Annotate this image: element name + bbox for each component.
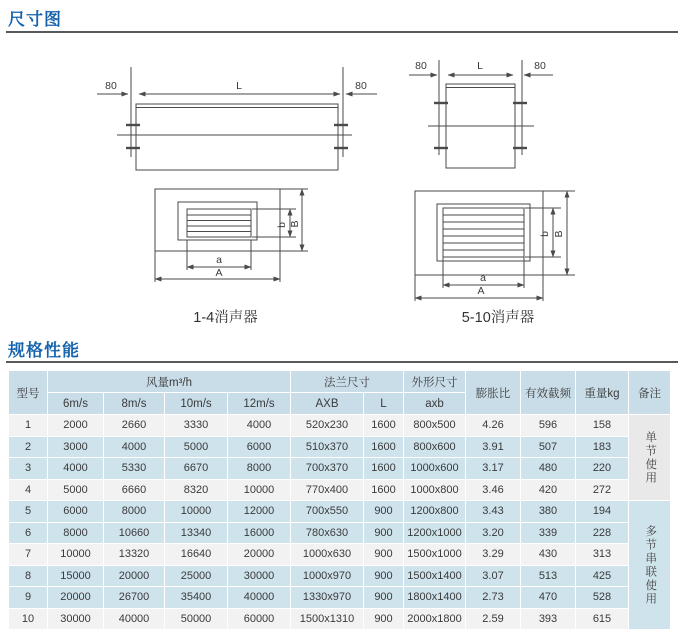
cell-v8: 5330 — [104, 458, 165, 480]
cell-model: 5 — [9, 501, 48, 523]
cell-v8: 4000 — [104, 436, 165, 458]
cell-flange-l: 900 — [364, 587, 404, 609]
col-header-speed-12: 12m/s — [228, 393, 291, 415]
col-header-flange-axb: AXB — [291, 393, 364, 415]
cell-expansion: 3.43 — [466, 501, 521, 523]
cell-expansion: 3.07 — [466, 565, 521, 587]
spec-section-title: 规格性能 — [8, 341, 80, 360]
cell-v10: 10000 — [165, 501, 228, 523]
flange-bolt-ticks — [126, 125, 348, 148]
cell-v12: 12000 — [228, 501, 291, 523]
dim-label-A: A — [477, 285, 485, 297]
dim-label-length: L — [236, 80, 242, 92]
cell-outline-axb: 1000x800 — [404, 479, 466, 501]
col-header-flange-size: 法兰尺寸 — [291, 371, 404, 393]
cell-model: 1 — [9, 415, 48, 437]
spec-section-divider — [6, 361, 678, 363]
col-header-outline-size: 外形尺寸 — [404, 371, 466, 393]
cell-expansion: 4.26 — [466, 415, 521, 437]
cell-cutoff: 470 — [521, 587, 576, 609]
cell-model: 6 — [9, 522, 48, 544]
remark-vertical-text: 单节使用 — [644, 430, 657, 485]
dim-label-a: a — [480, 272, 486, 284]
cell-v12: 6000 — [228, 436, 291, 458]
cell-flange-axb: 1500x1310 — [291, 608, 364, 630]
cell-flange-l: 900 — [364, 501, 404, 523]
flange-lines — [439, 60, 522, 155]
cell-flange-l: 1600 — [364, 415, 404, 437]
cell-cutoff: 480 — [521, 458, 576, 480]
cell-outline-axb: 2000x1800 — [404, 608, 466, 630]
cell-flange-axb: 1000x630 — [291, 544, 364, 566]
cell-v8: 8000 — [104, 501, 165, 523]
col-header-weight: 重量kg — [576, 371, 629, 415]
cell-v10: 5000 — [165, 436, 228, 458]
dim-label-b: b — [276, 222, 288, 228]
dim-label-80-right: 80 — [355, 80, 367, 92]
dim-80-left — [97, 80, 128, 94]
cell-v10: 6670 — [165, 458, 228, 480]
cell-flange-l: 1600 — [364, 458, 404, 480]
cell-v6: 20000 — [48, 587, 104, 609]
dim-80-right — [524, 60, 553, 75]
cell-v10: 13340 — [165, 522, 228, 544]
cell-flange-axb: 1000x970 — [291, 565, 364, 587]
dim-80-left — [409, 60, 437, 75]
cell-v6: 15000 — [48, 565, 104, 587]
cell-expansion: 3.29 — [466, 544, 521, 566]
cell-expansion: 2.59 — [466, 608, 521, 630]
dim-label-80-left: 80 — [105, 80, 117, 92]
cell-v10: 16640 — [165, 544, 228, 566]
cell-v12: 4000 — [228, 415, 291, 437]
cell-v6: 3000 — [48, 436, 104, 458]
col-header-flange-l: L — [364, 393, 404, 415]
dim-length — [448, 60, 513, 75]
cell-weight: 220 — [576, 458, 629, 480]
cell-cutoff: 420 — [521, 479, 576, 501]
cell-model: 10 — [9, 608, 48, 630]
col-header-air-volume: 风量m³/h — [48, 371, 291, 393]
cell-cutoff: 380 — [521, 501, 576, 523]
inner-frame — [437, 204, 530, 261]
spec-table-row — [9, 479, 671, 501]
cell-outline-axb: 800x600 — [404, 436, 466, 458]
cell-v8: 10660 — [104, 522, 165, 544]
cell-flange-axb: 700x550 — [291, 501, 364, 523]
dim-label-B: B — [553, 230, 565, 238]
cell-cutoff: 507 — [521, 436, 576, 458]
col-header-outline-axb: axb — [404, 393, 466, 415]
spec-table-header — [9, 371, 671, 415]
cell-weight: 313 — [576, 544, 629, 566]
cell-model: 9 — [9, 587, 48, 609]
cell-v12: 30000 — [228, 565, 291, 587]
cell-cutoff: 430 — [521, 544, 576, 566]
col-header-expansion-ratio: 膨胀比 — [466, 371, 521, 415]
cell-v8: 26700 — [104, 587, 165, 609]
cell-cutoff: 339 — [521, 522, 576, 544]
cell-v12: 40000 — [228, 587, 291, 609]
cell-v8: 2660 — [104, 415, 165, 437]
col-header-speed-6: 6m/s — [48, 393, 104, 415]
cell-expansion: 3.17 — [466, 458, 521, 480]
cell-weight: 615 — [576, 608, 629, 630]
cell-weight: 158 — [576, 415, 629, 437]
cell-outline-axb: 1200x1000 — [404, 522, 466, 544]
cell-v6: 30000 — [48, 608, 104, 630]
cell-flange-axb: 520x230 — [291, 415, 364, 437]
spec-table-row — [9, 415, 671, 437]
dim-label-B: B — [289, 220, 301, 228]
cell-v12: 60000 — [228, 608, 291, 630]
cell-outline-axb: 1500x1400 — [404, 565, 466, 587]
cell-weight: 272 — [576, 479, 629, 501]
cell-weight: 528 — [576, 587, 629, 609]
cell-expansion: 3.91 — [466, 436, 521, 458]
cell-v12: 20000 — [228, 544, 291, 566]
spec-table — [8, 370, 671, 630]
dimension-section-title: 尺寸图 — [8, 10, 62, 29]
louver-grille — [443, 208, 524, 257]
dim-label-80-right: 80 — [534, 60, 546, 72]
dim-length — [139, 80, 340, 94]
cell-outline-axb: 800x500 — [404, 415, 466, 437]
spec-table-row — [9, 436, 671, 458]
dim-outer-height — [280, 189, 308, 251]
cell-v12: 16000 — [228, 522, 291, 544]
cell-model: 3 — [9, 458, 48, 480]
dim-inner-width — [187, 240, 251, 270]
cell-v6: 4000 — [48, 458, 104, 480]
silencer-side-view-long-drawing — [55, 45, 385, 180]
cell-v8: 6660 — [104, 479, 165, 501]
cell-outline-axb: 1500x1000 — [404, 544, 466, 566]
spec-table-row — [9, 565, 671, 587]
cell-weight: 228 — [576, 522, 629, 544]
cell-outline-axb: 1200x800 — [404, 501, 466, 523]
cell-flange-axb: 1330x970 — [291, 587, 364, 609]
cell-flange-l: 900 — [364, 544, 404, 566]
cell-model: 7 — [9, 544, 48, 566]
cell-v10: 8320 — [165, 479, 228, 501]
cell-remark — [629, 415, 671, 501]
cell-weight: 194 — [576, 501, 629, 523]
cell-flange-l: 900 — [364, 608, 404, 630]
silencer-front-view-5-10-drawing — [403, 182, 593, 304]
col-header-remark: 备注 — [629, 371, 671, 415]
cell-v6: 6000 — [48, 501, 104, 523]
louver-grille — [187, 209, 251, 237]
cell-outline-axb: 1000x600 — [404, 458, 466, 480]
dimension-section-divider — [6, 31, 678, 33]
cell-flange-axb: 780x630 — [291, 522, 364, 544]
cell-flange-l: 1600 — [364, 436, 404, 458]
cell-v8: 40000 — [104, 608, 165, 630]
cell-v10: 50000 — [165, 608, 228, 630]
cell-flange-axb: 770x400 — [291, 479, 364, 501]
cell-model: 4 — [9, 479, 48, 501]
dim-label-a: a — [216, 254, 222, 266]
cell-flange-l: 900 — [364, 565, 404, 587]
cell-v8: 20000 — [104, 565, 165, 587]
spec-table-row — [9, 501, 671, 523]
cell-model: 2 — [9, 436, 48, 458]
cell-expansion: 3.46 — [466, 479, 521, 501]
cell-v10: 35400 — [165, 587, 228, 609]
dim-label-length: L — [477, 60, 483, 72]
cell-outline-axb: 1800x1400 — [404, 587, 466, 609]
cell-expansion: 2.73 — [466, 587, 521, 609]
cell-v10: 3330 — [165, 415, 228, 437]
cell-v6: 2000 — [48, 415, 104, 437]
cell-cutoff: 596 — [521, 415, 576, 437]
dim-label-A: A — [215, 267, 223, 279]
silencer-side-view-short-drawing — [395, 45, 630, 180]
spec-table-row — [9, 608, 671, 630]
cell-model: 8 — [9, 565, 48, 587]
dim-inner-width — [443, 257, 524, 288]
spec-table-body — [9, 415, 671, 630]
dim-80-right — [346, 80, 377, 94]
cell-cutoff: 513 — [521, 565, 576, 587]
dim-label-80-left: 80 — [415, 60, 427, 72]
cell-flange-axb: 510x370 — [291, 436, 364, 458]
cell-v12: 10000 — [228, 479, 291, 501]
cell-expansion: 3.20 — [466, 522, 521, 544]
spec-table-row — [9, 544, 671, 566]
col-header-model: 型号 — [9, 371, 48, 415]
cell-v6: 10000 — [48, 544, 104, 566]
cell-v10: 25000 — [165, 565, 228, 587]
caption-silencer-1-4: 1-4消声器 — [193, 310, 258, 326]
cell-v8: 13320 — [104, 544, 165, 566]
spec-table-row — [9, 458, 671, 480]
cell-v12: 8000 — [228, 458, 291, 480]
col-header-cutoff-frequency: 有效截频 — [521, 371, 576, 415]
cell-v6: 8000 — [48, 522, 104, 544]
col-header-speed-10: 10m/s — [165, 393, 228, 415]
spec-table-row — [9, 587, 671, 609]
remark-vertical-text: 多节串联使用 — [644, 524, 657, 606]
cell-flange-axb: 700x370 — [291, 458, 364, 480]
cell-v6: 5000 — [48, 479, 104, 501]
cell-flange-l: 1600 — [364, 479, 404, 501]
col-header-speed-8: 8m/s — [104, 393, 165, 415]
dim-label-b: b — [539, 231, 551, 237]
cell-weight: 425 — [576, 565, 629, 587]
spec-table-row — [9, 522, 671, 544]
cell-weight: 183 — [576, 436, 629, 458]
caption-silencer-5-10: 5-10消声器 — [461, 310, 535, 326]
cell-flange-l: 900 — [364, 522, 404, 544]
cell-cutoff: 393 — [521, 608, 576, 630]
duct-body — [136, 104, 338, 170]
cell-remark — [629, 501, 671, 630]
silencer-front-view-1-4-drawing — [128, 182, 323, 286]
